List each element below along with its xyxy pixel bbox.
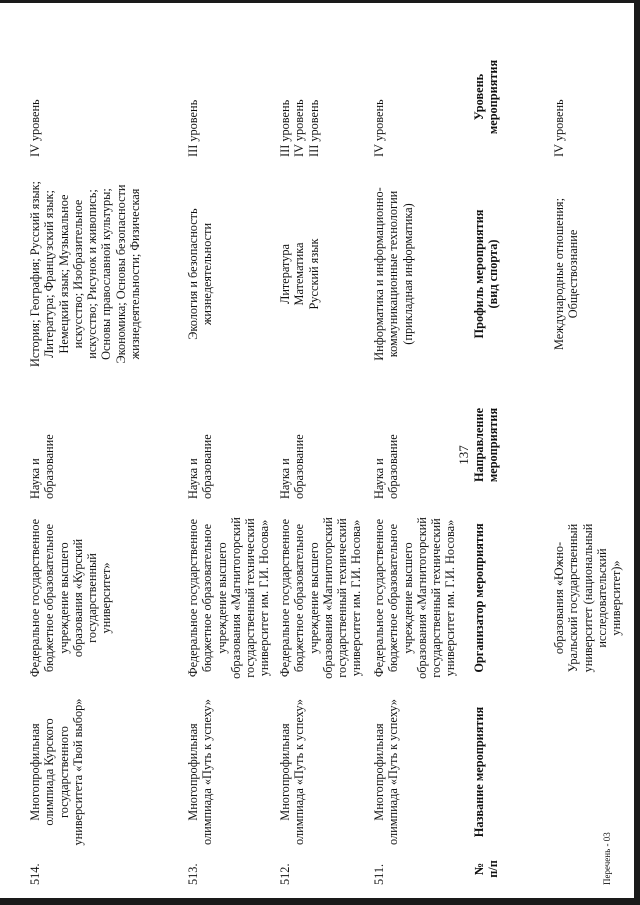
event-level-line: IV уровень <box>28 99 42 157</box>
row-number: 511. <box>372 863 386 885</box>
event-profile-line: искусство; Изобразительное <box>70 199 85 349</box>
event-organizer-line: учреждение высшего <box>400 542 415 654</box>
event-profile-line: (прикладная информатика) <box>400 203 415 345</box>
event-level <box>372 37 386 157</box>
event-organizer-line: бюджетное образовательное <box>292 523 307 673</box>
event-organizer-line: образования «Магнитогорский <box>414 517 429 679</box>
page-number: 137 <box>456 445 471 465</box>
continued-organizer-line: образования «Южно- <box>552 541 566 655</box>
event-name-line: Многопрофильная <box>186 723 200 821</box>
event-profile-line: История; География; Русский язык; <box>28 181 42 367</box>
continued-profile-line: Международные отношения; <box>552 198 566 350</box>
event-level-line: III уровень <box>306 99 321 157</box>
event-level-line: IV уровень <box>372 99 386 157</box>
event-profile <box>372 165 415 383</box>
event-direction: Наука и образование <box>186 434 215 499</box>
event-name-line: олимпиада «Путь к успеху» <box>386 699 401 845</box>
scan-border-top <box>0 0 640 3</box>
event-profile-line: Основы православной культуры; <box>99 188 114 360</box>
event-profile <box>186 165 215 383</box>
event-profile <box>28 165 142 383</box>
continued-level-line: IV уровень <box>552 99 566 157</box>
event-organizer-line: государственный технический <box>335 518 350 678</box>
event-profile-line: Немецкий язык; Музыкальное <box>56 194 71 354</box>
event-organizer-line: учреждение высшего <box>306 542 321 654</box>
event-level-line: III уровень <box>278 99 292 157</box>
event-organizer <box>372 507 458 689</box>
scan-border-right <box>634 0 640 905</box>
event-profile-line: Математика <box>292 242 307 306</box>
event-organizer-line: университет им. Г.И. Носова» <box>257 519 272 677</box>
event-organizer <box>28 507 114 689</box>
event-organizer-line: университет им. Г.И. Носова» <box>349 519 364 677</box>
header-direction: Направление мероприятия <box>472 407 501 483</box>
continued-organizer-line: университет (национальный <box>580 523 595 673</box>
header-organizer: Организатор мероприятия <box>472 523 486 673</box>
header-num: № п/п <box>472 860 501 878</box>
event-organizer <box>278 507 364 689</box>
table-header <box>472 25 542 885</box>
footer-note: Перечень - 03 <box>602 832 612 885</box>
event-organizer-line: Федеральное государственное <box>278 518 292 678</box>
event-name <box>372 697 401 847</box>
event-name-line: олимпиада «Путь к успеху» <box>292 699 307 845</box>
event-organizer-line: образования «Магнитогорский <box>228 517 243 679</box>
event-profile-line: искусство; Рисунок и живопись; <box>85 189 100 359</box>
event-organizer-line: бюджетное образовательное <box>386 523 401 673</box>
event-organizer-line: бюджетное образовательное <box>200 523 215 673</box>
event-direction: Наука и образование <box>28 434 57 499</box>
continued-profile <box>552 165 581 383</box>
event-organizer-line: бюджетное образовательное <box>42 523 57 673</box>
event-profile-line: Экология и безопасность <box>186 208 200 340</box>
event-name-line: Многопрофильная <box>372 723 386 821</box>
event-organizer <box>186 507 272 689</box>
header-level: Уровень мероприятия <box>472 59 501 135</box>
header-name: Название мероприятия <box>472 706 486 838</box>
row-number: 513. <box>186 863 200 885</box>
event-name-line: Многопрофильная <box>28 723 42 821</box>
continued-level <box>552 37 566 157</box>
event-organizer-line: Федеральное государственное <box>28 518 42 678</box>
row-number: 514. <box>28 863 42 885</box>
event-organizer-line: учреждение высшего <box>56 542 71 654</box>
event-name-line: государственного <box>56 726 71 818</box>
continued-profile-line: Обществознание <box>566 229 581 319</box>
event-level <box>28 37 42 157</box>
event-level-line: IV уровень <box>292 99 307 157</box>
event-level <box>278 37 321 157</box>
row-number: 512. <box>278 863 292 885</box>
event-profile-line: Информатика и информационно- <box>372 187 386 361</box>
header-profile: Профиль мероприятия (вид спорта) <box>472 209 501 339</box>
event-organizer-line: государственный технический <box>243 518 258 678</box>
event-profile <box>278 165 321 383</box>
event-profile-line: Литература; Французский язык; <box>42 190 57 358</box>
event-name-line: Многопрофильная <box>278 723 292 821</box>
event-organizer-line: учреждение высшего <box>214 542 229 654</box>
event-direction: Наука и образование <box>278 434 307 499</box>
event-profile-line: жизнедеятельности <box>200 222 215 326</box>
continued-organizer-line: Уральский государственный <box>566 523 581 673</box>
event-profile-line: коммуникационные технологии <box>386 190 401 358</box>
scan-border-bottom <box>0 898 640 905</box>
event-name <box>278 697 307 847</box>
continued-organizer <box>552 507 623 689</box>
event-organizer-line: Федеральное государственное <box>186 518 200 678</box>
continued-organizer-line: университет)» <box>609 560 624 636</box>
event-organizer-line: государственный технический <box>429 518 444 678</box>
event-level <box>186 37 200 157</box>
event-level-line: III уровень <box>186 99 200 157</box>
event-name-line: олимпиада Курского <box>42 718 57 826</box>
event-profile-line: Экономика; Основы безопасности <box>113 184 128 364</box>
continued-organizer-line: исследовательский <box>594 548 609 648</box>
event-profile-line: Русский язык <box>306 238 321 310</box>
event-name-line: олимпиада «Путь к успеху» <box>200 699 215 845</box>
event-organizer-line: образования «Магнитогорский <box>320 517 335 679</box>
event-organizer-line: университет им. Г.И. Носова» <box>443 519 458 677</box>
event-organizer-line: образования «Курский <box>70 538 85 658</box>
event-organizer-line: университет» <box>99 562 114 634</box>
event-profile-line: жизнедеятельности; Физическая <box>128 188 143 360</box>
event-name <box>186 697 215 847</box>
event-organizer-line: Федеральное государственное <box>372 518 386 678</box>
event-name-line: университета «Твой выбор» <box>70 698 85 846</box>
event-direction: Наука и образование <box>372 434 401 499</box>
event-name <box>28 697 85 847</box>
event-profile-line: Литература <box>278 244 292 305</box>
rotated-table-page <box>20 25 624 885</box>
event-organizer-line: государственный <box>85 553 100 643</box>
